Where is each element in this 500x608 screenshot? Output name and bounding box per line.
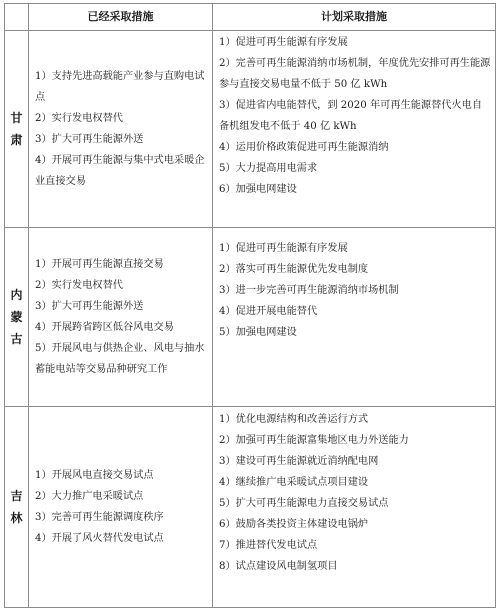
plan-item: 3）促进省内电能替代，到 2020 年可再生能源替代火电自备机组发电不低于 40 亿 kWh — [219, 100, 483, 132]
header-row — [5, 4, 496, 31]
plan-item: 2）落实可再生能源优先发电制度 — [219, 264, 369, 275]
plan-item: 7）推进替代发电试点 — [219, 540, 318, 551]
header-province — [5, 4, 29, 31]
done-item: 1）开展可再生能源直接交易 — [35, 259, 164, 270]
plan-item: 5）扩大可再生能源电力直接交易试点 — [219, 498, 389, 509]
done-item: 1）开展风电直接交易试点 — [35, 470, 154, 481]
plan-item: 4）继续推广电采暖试点项目建设 — [219, 477, 369, 488]
province-char: 内 — [10, 288, 23, 302]
province-char: 古 — [10, 332, 23, 346]
plan-item: 5）加强电网建设 — [219, 327, 297, 338]
done-item: 4）开展跨省跨区低谷风电交易 — [35, 322, 174, 333]
province-cell — [5, 31, 29, 228]
plan-item: 1）促进可再生能源有序发展 — [219, 37, 348, 48]
province-char: 甘 — [10, 111, 23, 125]
province-cell — [5, 407, 29, 608]
province-cell — [5, 228, 29, 407]
policy-table — [4, 3, 496, 608]
plan-cell — [213, 31, 496, 228]
plan-item: 3）进一步完善可再生能源消纳市场机制 — [219, 285, 399, 296]
province-char: 林 — [10, 511, 23, 525]
done-item: 1）支持先进高载能产业参与直购电试点 — [35, 71, 205, 103]
plan-item: 8）试点建设风电制氢项目 — [219, 561, 338, 572]
done-item: 2）大力推广电采暖试点 — [35, 491, 144, 502]
done-item: 4）开展了风火替代发电试点 — [35, 533, 164, 544]
province-char: 蒙 — [10, 310, 23, 324]
plan-item: 3）建设可再生能源就近消纳配电网 — [219, 456, 379, 467]
done-item: 5）开展风电与供热企业、风电与抽水蓄能电站等交易品种研究工作 — [35, 343, 205, 375]
table-row-jilin — [5, 407, 496, 608]
done-item: 3）扩大可再生能源外送 — [35, 134, 144, 145]
done-item: 2）实行发电权替代 — [35, 280, 123, 291]
plan-item: 4）运用价格政策促进可再生能源消纳 — [219, 142, 389, 153]
province-char: 肃 — [10, 133, 23, 147]
table-row-gansu — [5, 31, 496, 228]
done-item: 4）开展可再生能源与集中式电采暖企业直接交易 — [35, 155, 205, 187]
done-item: 3）完善可再生能源调度秩序 — [35, 512, 164, 523]
done-item: 2）实行发电权替代 — [35, 113, 123, 124]
plan-item: 1）优化电源结构和改善运行方式 — [219, 414, 369, 425]
done-cell — [29, 407, 213, 608]
plan-item: 1）促进可再生能源有序发展 — [219, 243, 348, 254]
plan-item: 2）完善可再生能源消纳市场机制，年度优先安排可再生能源参与直接交易电量不低于 50 亿 kWh — [219, 58, 491, 90]
header-plan: 计划采取措施 — [213, 4, 496, 31]
plan-item: 6）鼓励各类投资主体建设电锅炉 — [219, 519, 369, 530]
header-done: 已经采取措施 — [29, 4, 213, 31]
table-row-neimenggu — [5, 228, 496, 407]
done-cell — [29, 31, 213, 228]
plan-cell — [213, 228, 496, 407]
plan-item: 2）加强可再生能源富集地区电力外送能力 — [219, 435, 409, 446]
done-item: 3）扩大可再生能源外送 — [35, 301, 144, 312]
plan-item: 4）促进开展电能替代 — [219, 306, 318, 317]
plan-item: 6）加强电网建设 — [219, 184, 297, 195]
plan-cell — [213, 407, 496, 608]
done-cell — [29, 228, 213, 407]
plan-item: 5）大力提高用电需求 — [219, 163, 318, 174]
province-char: 吉 — [10, 489, 23, 503]
